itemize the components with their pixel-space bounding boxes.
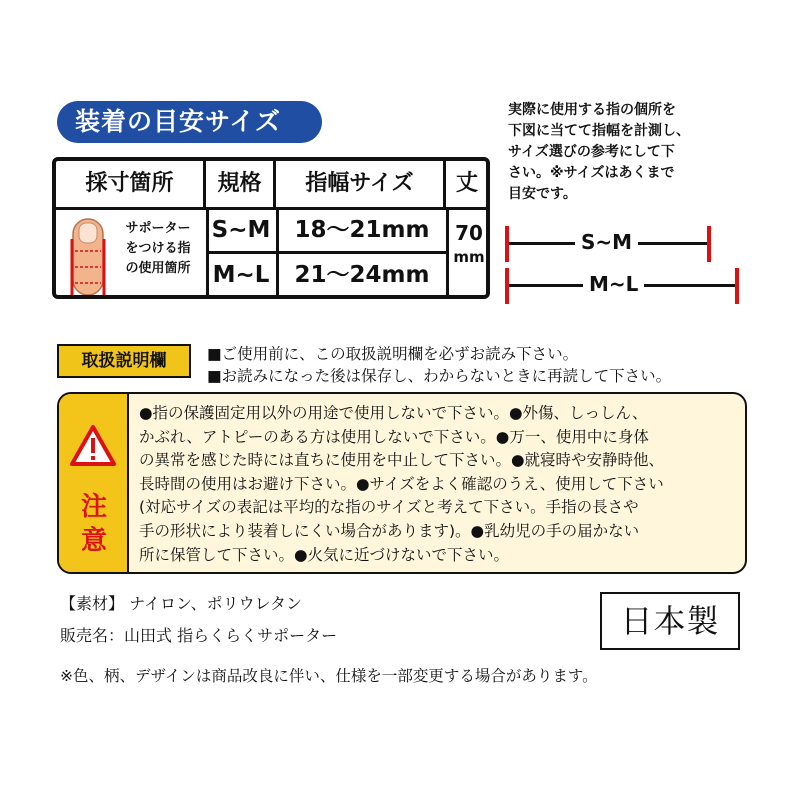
scale-right-marker bbox=[735, 268, 739, 304]
length-unit: mm bbox=[453, 248, 485, 266]
seller-line: 販売名：山田式 指らくらくサポーター bbox=[60, 626, 338, 645]
finger-desc-line: サポーター bbox=[125, 221, 191, 236]
finger-desc-line: をつける指 bbox=[125, 241, 191, 256]
row-sm-width: 18～21mm bbox=[294, 217, 430, 243]
footnote: ※色、柄、デザインは商品改良に伴い、仕様を一部変更する場合があります。 bbox=[60, 667, 598, 685]
material-line: 【素材】 ナイロン、ポリウレタン bbox=[60, 594, 303, 613]
note-line: 下図に当てて指幅を計測し、 bbox=[508, 123, 690, 139]
instructions-label: 取扱説明欄 bbox=[57, 344, 191, 378]
instruction-line: ■お読みになった後は保存し、わからないときに再読して下さい。 bbox=[207, 367, 672, 385]
header-measure-point: 採寸箇所 bbox=[56, 161, 206, 207]
caution-line: ●指の保護固定用以外の用途で使用しないで下さい。●外傷、しっしん、 bbox=[139, 404, 648, 422]
caution-line: 所に保管して下さい。●火気に近づけないで下さい。 bbox=[139, 545, 510, 564]
row-sm-standard: S~M bbox=[211, 217, 271, 243]
header-finger-width: 指幅サイズ bbox=[276, 161, 446, 207]
caution-text bbox=[139, 402, 739, 567]
caution-char: 注 bbox=[80, 492, 107, 522]
size-section-title: 装着の目安サイズ bbox=[57, 101, 322, 143]
scale-sm-label: S~M bbox=[575, 230, 638, 254]
warning-triangle-icon bbox=[69, 424, 117, 468]
scale-right-marker bbox=[707, 226, 711, 262]
caution-side-panel bbox=[59, 394, 129, 572]
length-value bbox=[450, 221, 488, 269]
scale-ml bbox=[505, 262, 745, 310]
caution-char: 意 bbox=[80, 526, 107, 556]
row-ml-width: 21～24mm bbox=[294, 262, 430, 288]
note-line: サイズ選びの参考にして下 bbox=[508, 144, 675, 160]
caution-line: 長時間の使用はお避け下さい。●サイズをよく確認のうえ、使用して下さい bbox=[139, 474, 664, 493]
length-number: 70 bbox=[455, 221, 483, 245]
row-divider bbox=[206, 251, 446, 254]
caution-line: かぶれ、アトピーのある方は使用しないで下さい。●万一、使用中に身体 bbox=[139, 427, 649, 446]
size-table bbox=[52, 157, 490, 299]
note-line: 目安です。 bbox=[508, 186, 577, 202]
scale-ml-label: M~L bbox=[583, 272, 644, 296]
caution-line: (対応サイズの表記は平均的な指のサイズと考えて下さい。手指の長さや bbox=[139, 498, 639, 517]
made-in-japan-label: 日本製 bbox=[600, 592, 740, 650]
caution-line: の異常を感じた時には直ちに使用を中止して下さい。●就寝時や安静時他、 bbox=[139, 451, 665, 470]
measure-note bbox=[508, 100, 748, 205]
note-line: さい。※サイズはあくまで bbox=[508, 165, 675, 181]
header-length: 丈 bbox=[455, 171, 478, 196]
caution-line: 手の形状により装着しにくい場合があります)。●乳幼児の手の届かない bbox=[139, 521, 640, 540]
scale-sm bbox=[505, 220, 715, 268]
caution-box bbox=[57, 392, 747, 574]
col-divider bbox=[446, 207, 449, 295]
finger-icon bbox=[70, 215, 106, 295]
row-ml-standard: M~L bbox=[212, 262, 270, 288]
instruction-line: ■ご使用前に、この取扱説明欄を必ずお読み下さい。 bbox=[207, 345, 579, 363]
note-line: 実際に使用する指の個所を bbox=[508, 102, 676, 118]
finger-description bbox=[110, 219, 206, 279]
header-standard: 規格 bbox=[206, 161, 276, 207]
finger-desc-line: の使用箇所 bbox=[125, 261, 191, 276]
header-divider bbox=[56, 207, 486, 210]
